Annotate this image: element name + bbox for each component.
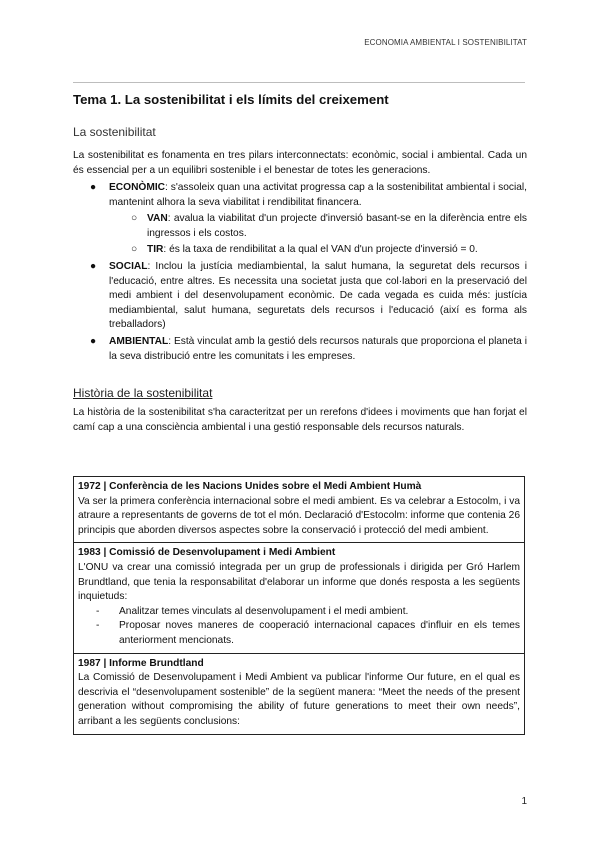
entry-heading: 1983 | Comissió de Desenvolupament i Medi Ambient — [78, 547, 336, 559]
timeline-entry-1983 — [74, 542, 524, 652]
text-economic: : s'assoleix quan una activitat progressa cap a la sostenibilitat ambiental i social, mantenint alhora la seva viabilitat i rendibilitat financera. — [109, 182, 527, 208]
entry-heading: 1972 | Conferència de les Nacions Unides sobre el Medi Ambient Humà — [78, 481, 422, 492]
page-title: Tema 1. La sostenibilitat i els límits del creixement — [73, 92, 389, 107]
list-item — [78, 605, 520, 620]
list-item-van — [109, 212, 527, 241]
text-social: : Inclou la justícia mediambiental, la salut humana, la seguretat dels recursos i l'educació, entre altres. Es necessita una societat justa que col·labori en la preservació del medi ambient i del desenvolupament econòmic. De cada vegada es cuida més: justícia mediambiental, salut humana, seguretats dels recursos i l'educació (així es forma als treballadors) — [109, 260, 527, 331]
circle-bullet-icon: ○ — [131, 213, 138, 225]
page-number: 1 — [521, 796, 527, 807]
dash-bullet-icon: - — [96, 620, 100, 632]
intro-paragraph: La sostenibilitat es fonamenta en tres pilars interconnectats: econòmic, social i ambiental. Cada un és essencial per a un equilibri sostenible i el benestar de totes les generacions. — [73, 150, 527, 176]
entry-heading: 1987 | Informe Brundtland — [78, 657, 204, 669]
text-tir: : és la taxa de rendibilitat a la qual el VAN d'un projecte d'inversió = 0. — [163, 244, 478, 256]
text-van: : avalua la viabilitat d'un projecte d'inversió basant-se en la diferència entre els ingressos i els costos. — [147, 213, 527, 239]
list-item-ambiental — [73, 335, 527, 364]
bullet-icon: ● — [90, 182, 97, 193]
historia-paragraph: La història de la sostenibilitat s'ha caracteritzat per un rerefons d'idees i moviments que han forjat el camí cap a una consciència ambiental i una gestió responsable dels recursos naturals. — [73, 407, 527, 433]
term-economic: ECONÒMIC — [109, 182, 166, 193]
timeline-entry-1972 — [74, 477, 524, 542]
term-social: SOCIAL — [109, 260, 148, 272]
entry-body: Va ser la primera conferència internacional sobre el medi ambient. Es va celebrar a Estocolm, i va atraure a representants de governs de tot el món. Declaració d'Estocolm: informe que contenia 26 principis que aborden diversos aspectes sobre la conservació i protecció del medi ambient. — [78, 495, 520, 536]
timeline-table — [73, 476, 525, 735]
dash-bullet-icon: - — [96, 605, 100, 617]
text-ambiental: : Està vinculat amb la gestió dels recursos naturals que proporciona el planeta i la seva distribució entre les comunitats i les empreses. — [109, 335, 527, 362]
term-van: VAN — [147, 213, 168, 225]
timeline-entry-1987 — [74, 653, 524, 734]
section-heading-historia: Història de la sostenibilitat — [73, 386, 213, 400]
list-item-tir — [109, 243, 527, 258]
item-text: Analitzar temes vinculats al desenvolupament i el medi ambient. — [119, 605, 409, 617]
bullet-icon: ● — [90, 260, 97, 272]
entry-body: La Comissió de Desenvolupament i Medi Ambient va publicar l'informe Our future, en el qual es descrivia el “desenvolupament sostenible” de la següent manera: “Meet the needs of the present generation without compromising the ability of future generations to meet their own needs”, arribant a les següents conclusions: — [78, 672, 520, 727]
economic-sublist — [109, 212, 527, 258]
list-item — [78, 619, 520, 648]
list-item-economic — [73, 181, 527, 258]
header-divider — [73, 82, 525, 83]
inquietuds-list — [78, 605, 520, 649]
running-header: ECONOMIA AMBIENTAL I SOSTENIBILITAT — [364, 38, 527, 47]
list-item-social — [73, 260, 527, 333]
term-tir: TIR — [147, 244, 164, 256]
pillars-list — [73, 181, 527, 364]
item-text: Proposar noves maneres de cooperació internacional capaces d'influir en els temes anteriorment mencionats. — [119, 620, 520, 646]
section-heading-sostenibilitat: La sostenibilitat — [73, 125, 156, 139]
circle-bullet-icon: ○ — [131, 244, 138, 256]
entry-body: L'ONU va crear una comissió integrada per un grup de professionals i dirigida per Gró Harlem Brundtland, que tenia la responsabilitat d'elaborar un informe que donés resposta a les següents inquietuds: — [78, 561, 520, 603]
bullet-icon: ● — [90, 335, 97, 347]
term-ambiental: AMBIENTAL — [109, 335, 169, 347]
